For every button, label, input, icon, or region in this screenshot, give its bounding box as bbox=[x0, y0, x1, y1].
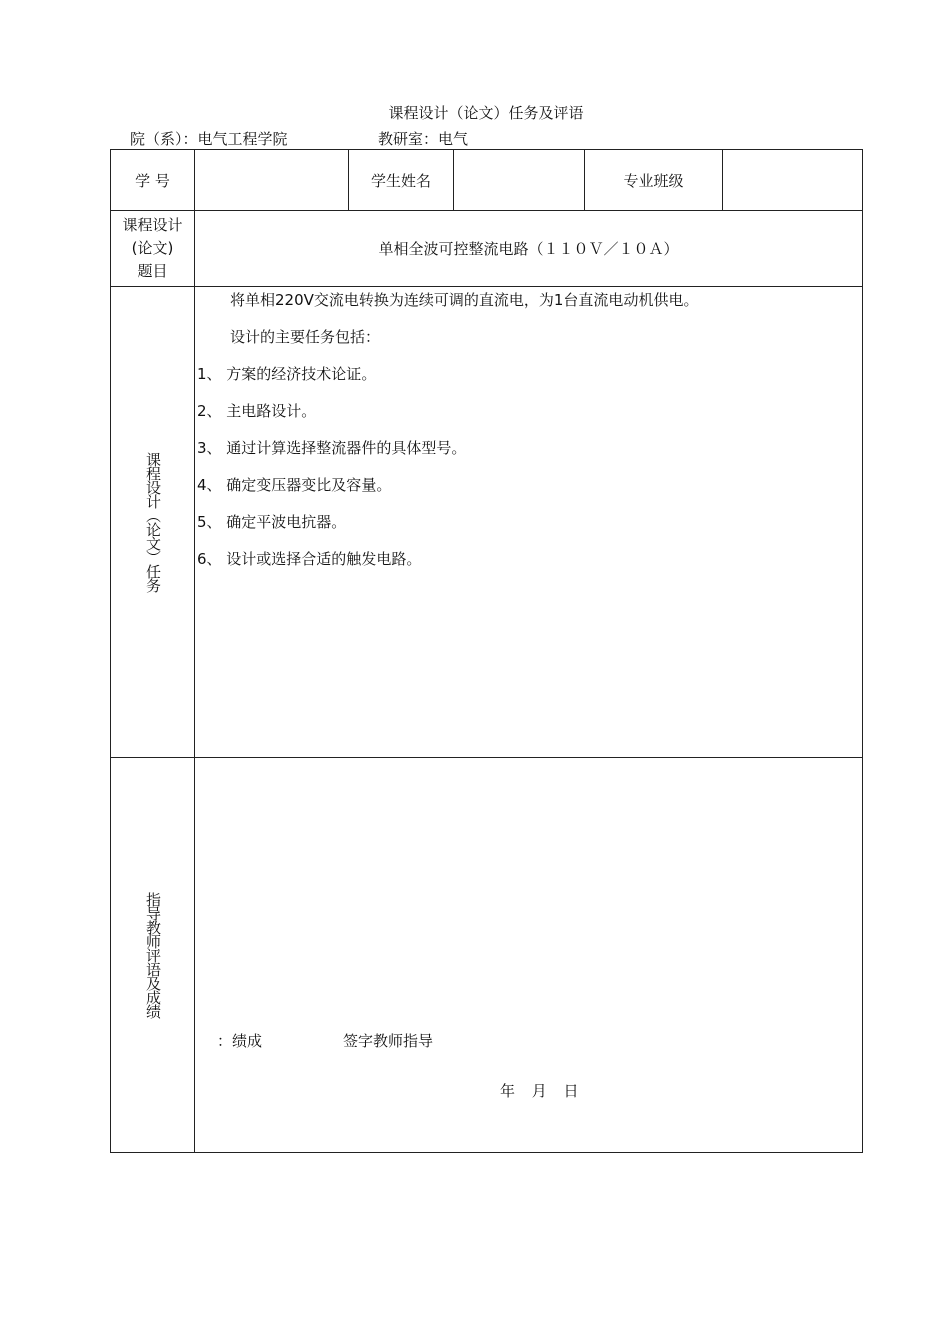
office-label: 教研室：电气 bbox=[378, 130, 469, 148]
student-info-row bbox=[111, 150, 863, 211]
task-label: 课程设计（论文）任务 bbox=[144, 452, 162, 592]
topic-row bbox=[111, 211, 863, 287]
comment-label: 指导教师评语及成绩 bbox=[144, 892, 162, 1018]
comment-content-cell bbox=[195, 758, 863, 1153]
student-id-value bbox=[195, 150, 349, 211]
task-subtitle: 设计的主要任务包括： bbox=[230, 328, 381, 346]
signature-label: 签字教师指导 bbox=[343, 1032, 434, 1050]
major-class-value bbox=[723, 150, 863, 211]
topic-label-line3: 题目 bbox=[137, 262, 168, 280]
task-label-cell bbox=[111, 287, 195, 758]
topic-label bbox=[111, 211, 195, 287]
student-name-value bbox=[454, 150, 585, 211]
topic-label-line1: 课程设计 bbox=[122, 216, 183, 234]
student-id-label: 学 号 bbox=[111, 150, 195, 211]
task-content-cell bbox=[195, 287, 863, 758]
task-item: 5、 确定平波电抗器。 bbox=[197, 513, 347, 531]
topic-value: 单相全波可控整流电路（１１０Ｖ／１０Ａ） bbox=[195, 211, 863, 287]
grade-label: ：绩成 bbox=[217, 1032, 263, 1050]
department-label: 院（系）：电气工程学院 bbox=[130, 130, 288, 148]
document-title: 课程设计（论文）任务及评语 bbox=[388, 104, 584, 122]
task-intro: 将单相220V交流电转换为连续可调的直流电，为1台直流电动机供电。 bbox=[230, 291, 699, 309]
task-content bbox=[195, 287, 862, 755]
task-item: 6、 设计或选择合适的触发电路。 bbox=[197, 550, 422, 568]
topic-label-line2: (论文) bbox=[131, 239, 174, 257]
comment-label-cell bbox=[111, 758, 195, 1153]
task-item: 4、 确定变压器变比及容量。 bbox=[197, 476, 392, 494]
major-class-label: 专业班级 bbox=[585, 150, 723, 211]
task-item: 3、 通过计算选择整流器件的具体型号。 bbox=[197, 439, 467, 457]
task-form-table bbox=[110, 149, 863, 1153]
comment-content bbox=[195, 758, 862, 1152]
task-item: 1、 方案的经济技术论证。 bbox=[197, 365, 377, 383]
comment-row bbox=[111, 758, 863, 1153]
date-label: 年 月 日 bbox=[500, 1082, 579, 1100]
task-item: 2、 主电路设计。 bbox=[197, 402, 317, 420]
student-name-label: 学生姓名 bbox=[349, 150, 454, 211]
task-row bbox=[111, 287, 863, 758]
